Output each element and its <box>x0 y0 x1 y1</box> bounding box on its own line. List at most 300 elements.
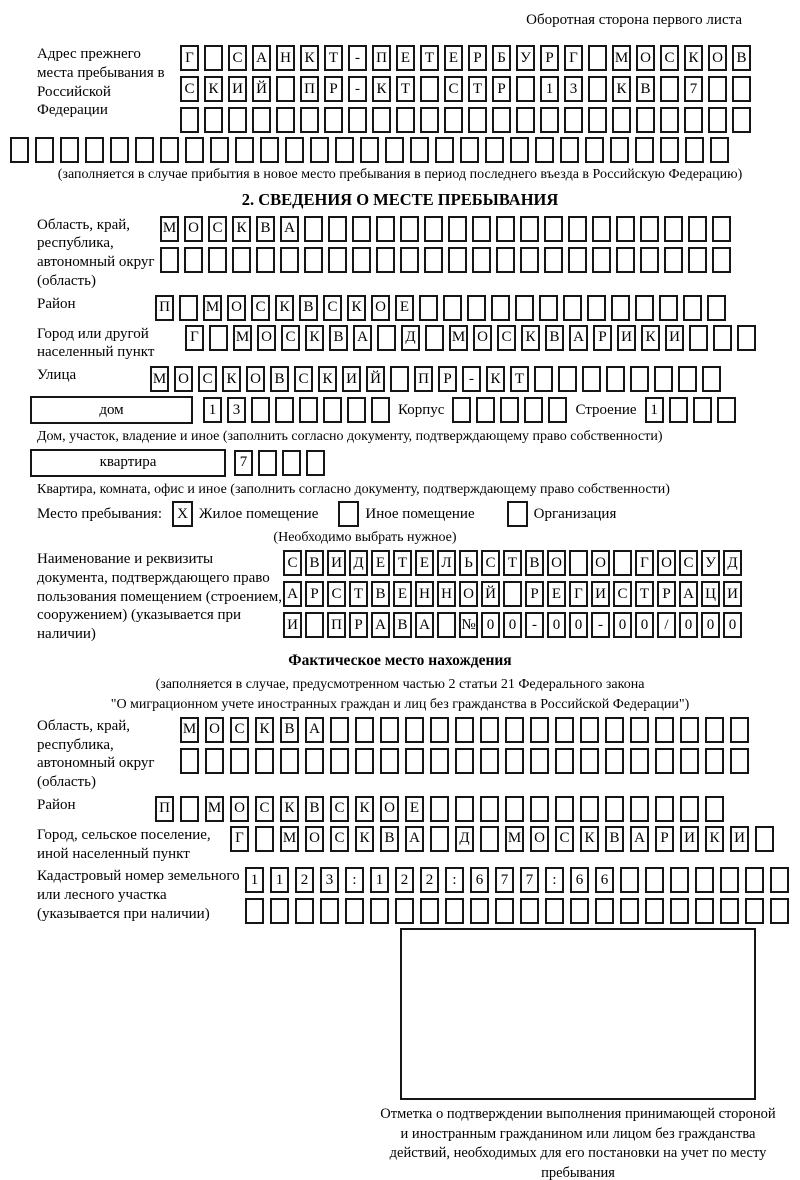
char-box[interactable]: Е <box>547 581 566 607</box>
char-box[interactable]: М <box>150 366 169 392</box>
char-box[interactable]: А <box>569 325 588 351</box>
char-box[interactable] <box>179 295 198 321</box>
char-box[interactable] <box>695 867 714 893</box>
char-box[interactable]: 0 <box>723 612 742 638</box>
char-box[interactable]: К <box>521 325 540 351</box>
char-box[interactable] <box>516 107 535 133</box>
char-box[interactable] <box>610 137 629 163</box>
char-box[interactable] <box>660 137 679 163</box>
char-box[interactable]: 0 <box>481 612 500 638</box>
char-box[interactable] <box>544 247 563 273</box>
char-box[interactable]: О <box>473 325 492 351</box>
char-box[interactable] <box>755 826 774 852</box>
char-box[interactable]: Т <box>396 76 415 102</box>
char-box[interactable] <box>605 717 624 743</box>
char-box[interactable] <box>680 748 699 774</box>
char-box[interactable] <box>390 366 409 392</box>
char-box[interactable] <box>539 295 558 321</box>
char-box[interactable] <box>491 295 510 321</box>
char-box[interactable] <box>520 898 539 924</box>
char-box[interactable] <box>770 867 789 893</box>
char-box[interactable] <box>400 216 419 242</box>
char-box[interactable] <box>276 76 295 102</box>
char-box[interactable]: 2 <box>395 867 414 893</box>
char-box[interactable] <box>520 247 539 273</box>
char-box[interactable] <box>255 748 274 774</box>
char-box[interactable] <box>323 397 342 423</box>
char-box[interactable] <box>612 107 631 133</box>
char-box[interactable] <box>135 137 154 163</box>
char-box[interactable] <box>280 748 299 774</box>
char-box[interactable]: Р <box>657 581 676 607</box>
char-box[interactable] <box>669 397 688 423</box>
char-box[interactable]: Б <box>492 45 511 71</box>
char-box[interactable]: В <box>545 325 564 351</box>
char-box[interactable] <box>360 137 379 163</box>
char-box[interactable]: Г <box>230 826 249 852</box>
char-box[interactable]: А <box>305 717 324 743</box>
char-box[interactable] <box>485 137 504 163</box>
char-box[interactable] <box>376 247 395 273</box>
char-box[interactable] <box>276 107 295 133</box>
char-box[interactable] <box>204 45 223 71</box>
char-box[interactable]: 0 <box>635 612 654 638</box>
char-box[interactable]: О <box>530 826 549 852</box>
char-box[interactable] <box>564 107 583 133</box>
char-box[interactable]: 2 <box>295 867 314 893</box>
char-box[interactable] <box>654 366 673 392</box>
char-box[interactable]: П <box>372 45 391 71</box>
char-box[interactable] <box>568 216 587 242</box>
char-box[interactable]: Р <box>468 45 487 71</box>
char-box[interactable]: О <box>205 717 224 743</box>
char-box[interactable] <box>555 717 574 743</box>
char-box[interactable] <box>85 137 104 163</box>
char-box[interactable]: 6 <box>595 867 614 893</box>
char-box[interactable]: С <box>481 550 500 576</box>
char-box[interactable] <box>455 748 474 774</box>
char-box[interactable] <box>683 295 702 321</box>
char-box[interactable]: В <box>605 826 624 852</box>
char-box[interactable] <box>460 137 479 163</box>
char-box[interactable] <box>352 247 371 273</box>
char-box[interactable]: И <box>617 325 636 351</box>
char-box[interactable] <box>496 216 515 242</box>
char-box[interactable] <box>655 748 674 774</box>
char-box[interactable] <box>712 247 731 273</box>
char-box[interactable]: 7 <box>520 867 539 893</box>
char-box[interactable]: Р <box>492 76 511 102</box>
char-box[interactable]: Е <box>395 295 414 321</box>
char-box[interactable] <box>60 137 79 163</box>
char-box[interactable] <box>510 137 529 163</box>
char-box[interactable]: 7 <box>684 76 703 102</box>
char-box[interactable] <box>730 717 749 743</box>
char-box[interactable] <box>304 216 323 242</box>
char-box[interactable] <box>480 826 499 852</box>
char-box[interactable]: М <box>280 826 299 852</box>
char-box[interactable] <box>455 717 474 743</box>
char-box[interactable]: / <box>657 612 676 638</box>
char-box[interactable] <box>400 247 419 273</box>
char-box[interactable] <box>535 137 554 163</box>
char-box[interactable] <box>437 612 456 638</box>
char-box[interactable]: В <box>305 550 324 576</box>
char-box[interactable]: Й <box>366 366 385 392</box>
char-box[interactable] <box>630 796 649 822</box>
char-box[interactable] <box>620 898 639 924</box>
char-box[interactable] <box>630 366 649 392</box>
char-box[interactable] <box>534 366 553 392</box>
char-box[interactable]: С <box>180 76 199 102</box>
char-box[interactable]: С <box>208 216 227 242</box>
char-box[interactable] <box>693 397 712 423</box>
char-box[interactable]: С <box>330 796 349 822</box>
char-box[interactable] <box>448 216 467 242</box>
char-box[interactable]: К <box>684 45 703 71</box>
char-box[interactable]: О <box>459 581 478 607</box>
char-box[interactable] <box>685 137 704 163</box>
char-box[interactable] <box>592 216 611 242</box>
char-box[interactable] <box>435 137 454 163</box>
char-box[interactable] <box>443 295 462 321</box>
char-box[interactable] <box>580 717 599 743</box>
char-box[interactable]: В <box>732 45 751 71</box>
char-box[interactable] <box>548 397 567 423</box>
char-box[interactable] <box>580 796 599 822</box>
char-box[interactable] <box>304 247 323 273</box>
char-box[interactable]: Р <box>540 45 559 71</box>
char-box[interactable]: О <box>657 550 676 576</box>
char-box[interactable]: К <box>486 366 505 392</box>
char-box[interactable]: : <box>545 867 564 893</box>
char-box[interactable] <box>305 748 324 774</box>
char-box[interactable]: К <box>641 325 660 351</box>
char-box[interactable] <box>544 216 563 242</box>
char-box[interactable]: О <box>636 45 655 71</box>
char-box[interactable] <box>328 247 347 273</box>
char-box[interactable]: 7 <box>234 450 253 476</box>
char-box[interactable]: С <box>555 826 574 852</box>
char-box[interactable]: Р <box>349 612 368 638</box>
char-box[interactable]: А <box>415 612 434 638</box>
char-box[interactable] <box>732 76 751 102</box>
char-box[interactable]: С <box>679 550 698 576</box>
char-box[interactable] <box>468 107 487 133</box>
char-box[interactable] <box>605 748 624 774</box>
char-box[interactable] <box>419 295 438 321</box>
char-box[interactable]: Р <box>438 366 457 392</box>
char-box[interactable] <box>424 216 443 242</box>
char-box[interactable] <box>230 748 249 774</box>
char-box[interactable]: О <box>174 366 193 392</box>
char-box[interactable] <box>275 397 294 423</box>
char-box[interactable]: 2 <box>420 867 439 893</box>
char-box[interactable] <box>678 366 697 392</box>
char-box[interactable] <box>204 107 223 133</box>
char-box[interactable] <box>376 216 395 242</box>
checkbox-organization[interactable] <box>507 501 528 527</box>
char-box[interactable] <box>310 137 329 163</box>
char-box[interactable] <box>452 397 471 423</box>
char-box[interactable]: П <box>414 366 433 392</box>
char-box[interactable]: 3 <box>227 397 246 423</box>
char-box[interactable]: У <box>516 45 535 71</box>
char-box[interactable]: С <box>327 581 346 607</box>
char-box[interactable] <box>328 216 347 242</box>
char-box[interactable]: А <box>679 581 698 607</box>
checkbox-residential[interactable]: X <box>172 501 193 527</box>
char-box[interactable]: О <box>227 295 246 321</box>
char-box[interactable] <box>420 107 439 133</box>
char-box[interactable]: 0 <box>569 612 588 638</box>
char-box[interactable]: Т <box>420 45 439 71</box>
char-box[interactable] <box>684 107 703 133</box>
char-box[interactable] <box>659 295 678 321</box>
char-box[interactable] <box>712 216 731 242</box>
char-box[interactable]: П <box>300 76 319 102</box>
char-box[interactable]: К <box>300 45 319 71</box>
char-box[interactable]: Г <box>180 45 199 71</box>
char-box[interactable]: Ь <box>459 550 478 576</box>
char-box[interactable]: Л <box>437 550 456 576</box>
char-box[interactable]: К <box>355 826 374 852</box>
char-box[interactable]: 0 <box>547 612 566 638</box>
char-box[interactable]: А <box>371 612 390 638</box>
char-box[interactable] <box>640 247 659 273</box>
char-box[interactable] <box>605 796 624 822</box>
char-box[interactable] <box>245 898 264 924</box>
char-box[interactable] <box>430 748 449 774</box>
char-box[interactable]: К <box>580 826 599 852</box>
char-box[interactable]: Г <box>185 325 204 351</box>
char-box[interactable] <box>655 796 674 822</box>
char-box[interactable] <box>515 295 534 321</box>
char-box[interactable]: И <box>723 581 742 607</box>
char-box[interactable]: С <box>228 45 247 71</box>
char-box[interactable]: И <box>327 550 346 576</box>
char-box[interactable] <box>745 898 764 924</box>
char-box[interactable]: Р <box>593 325 612 351</box>
char-box[interactable] <box>660 107 679 133</box>
char-box[interactable] <box>285 137 304 163</box>
char-box[interactable]: К <box>204 76 223 102</box>
char-box[interactable] <box>705 748 724 774</box>
char-box[interactable]: - <box>525 612 544 638</box>
char-box[interactable] <box>228 107 247 133</box>
char-box[interactable]: Н <box>415 581 434 607</box>
char-box[interactable]: С <box>444 76 463 102</box>
char-box[interactable]: Г <box>635 550 654 576</box>
char-box[interactable]: М <box>205 796 224 822</box>
char-box[interactable] <box>645 898 664 924</box>
char-box[interactable]: 0 <box>503 612 522 638</box>
char-box[interactable] <box>425 325 444 351</box>
char-box[interactable]: Г <box>564 45 583 71</box>
char-box[interactable] <box>713 325 732 351</box>
char-box[interactable] <box>355 748 374 774</box>
char-box[interactable]: О <box>184 216 203 242</box>
char-box[interactable] <box>705 717 724 743</box>
char-box[interactable] <box>444 107 463 133</box>
char-box[interactable]: О <box>708 45 727 71</box>
char-box[interactable] <box>420 76 439 102</box>
char-box[interactable] <box>160 247 179 273</box>
char-box[interactable] <box>370 898 389 924</box>
char-box[interactable] <box>540 107 559 133</box>
char-box[interactable]: К <box>280 796 299 822</box>
char-box[interactable] <box>330 748 349 774</box>
char-box[interactable]: И <box>730 826 749 852</box>
char-box[interactable]: 1 <box>370 867 389 893</box>
char-box[interactable]: Е <box>444 45 463 71</box>
char-box[interactable] <box>664 216 683 242</box>
char-box[interactable] <box>405 717 424 743</box>
char-box[interactable] <box>255 826 274 852</box>
char-box[interactable]: П <box>155 796 174 822</box>
char-box[interactable] <box>503 581 522 607</box>
char-box[interactable]: Т <box>503 550 522 576</box>
char-box[interactable] <box>280 247 299 273</box>
char-box[interactable]: Т <box>468 76 487 102</box>
char-box[interactable]: К <box>705 826 724 852</box>
char-box[interactable] <box>396 107 415 133</box>
char-box[interactable] <box>708 107 727 133</box>
char-box[interactable] <box>306 450 325 476</box>
char-box[interactable]: Е <box>371 550 390 576</box>
char-box[interactable]: А <box>283 581 302 607</box>
char-box[interactable] <box>635 137 654 163</box>
char-box[interactable]: С <box>255 796 274 822</box>
char-box[interactable] <box>209 325 228 351</box>
char-box[interactable] <box>455 796 474 822</box>
char-box[interactable]: С <box>230 717 249 743</box>
char-box[interactable] <box>256 247 275 273</box>
char-box[interactable] <box>210 137 229 163</box>
char-box[interactable] <box>655 717 674 743</box>
char-box[interactable]: К <box>222 366 241 392</box>
char-box[interactable]: В <box>329 325 348 351</box>
char-box[interactable] <box>707 295 726 321</box>
char-box[interactable] <box>295 898 314 924</box>
char-box[interactable] <box>208 247 227 273</box>
char-box[interactable]: В <box>393 612 412 638</box>
char-box[interactable]: 0 <box>679 612 698 638</box>
char-box[interactable]: - <box>462 366 481 392</box>
char-box[interactable]: Т <box>510 366 529 392</box>
char-box[interactable] <box>282 450 301 476</box>
char-box[interactable]: С <box>330 826 349 852</box>
char-box[interactable] <box>184 247 203 273</box>
char-box[interactable]: В <box>305 796 324 822</box>
char-box[interactable] <box>430 796 449 822</box>
char-box[interactable] <box>345 898 364 924</box>
char-box[interactable] <box>680 796 699 822</box>
char-box[interactable] <box>580 748 599 774</box>
char-box[interactable]: С <box>660 45 679 71</box>
char-box[interactable] <box>205 748 224 774</box>
char-box[interactable]: С <box>497 325 516 351</box>
char-box[interactable] <box>695 898 714 924</box>
char-box[interactable]: К <box>318 366 337 392</box>
char-box[interactable] <box>355 717 374 743</box>
char-box[interactable]: Ц <box>701 581 720 607</box>
char-box[interactable]: Г <box>569 581 588 607</box>
char-box[interactable] <box>500 397 519 423</box>
char-box[interactable] <box>300 107 319 133</box>
char-box[interactable]: А <box>280 216 299 242</box>
char-box[interactable] <box>770 898 789 924</box>
char-box[interactable] <box>730 748 749 774</box>
char-box[interactable] <box>299 397 318 423</box>
char-box[interactable] <box>530 796 549 822</box>
char-box[interactable]: С <box>323 295 342 321</box>
char-box[interactable] <box>480 748 499 774</box>
char-box[interactable]: 0 <box>701 612 720 638</box>
char-box[interactable] <box>180 796 199 822</box>
char-box[interactable]: 7 <box>495 867 514 893</box>
char-box[interactable] <box>424 247 443 273</box>
char-box[interactable] <box>585 137 604 163</box>
char-box[interactable] <box>702 366 721 392</box>
char-box[interactable]: И <box>665 325 684 351</box>
char-box[interactable] <box>495 898 514 924</box>
char-box[interactable]: С <box>198 366 217 392</box>
char-box[interactable]: Е <box>396 45 415 71</box>
char-box[interactable]: А <box>353 325 372 351</box>
char-box[interactable] <box>496 247 515 273</box>
char-box[interactable]: А <box>630 826 649 852</box>
char-box[interactable]: Т <box>349 581 368 607</box>
char-box[interactable]: 1 <box>270 867 289 893</box>
char-box[interactable] <box>258 450 277 476</box>
char-box[interactable] <box>260 137 279 163</box>
char-box[interactable]: О <box>230 796 249 822</box>
char-box[interactable] <box>371 397 390 423</box>
char-box[interactable]: Д <box>455 826 474 852</box>
char-box[interactable]: - <box>591 612 610 638</box>
char-box[interactable]: И <box>591 581 610 607</box>
char-box[interactable]: О <box>257 325 276 351</box>
char-box[interactable] <box>710 137 729 163</box>
char-box[interactable] <box>688 247 707 273</box>
char-box[interactable]: - <box>348 76 367 102</box>
char-box[interactable] <box>592 247 611 273</box>
char-box[interactable]: О <box>305 826 324 852</box>
char-box[interactable] <box>380 748 399 774</box>
char-box[interactable] <box>110 137 129 163</box>
char-box[interactable] <box>616 216 635 242</box>
char-box[interactable] <box>472 247 491 273</box>
char-box[interactable]: 6 <box>470 867 489 893</box>
char-box[interactable]: И <box>228 76 247 102</box>
char-box[interactable]: М <box>612 45 631 71</box>
char-box[interactable]: К <box>305 325 324 351</box>
char-box[interactable] <box>569 550 588 576</box>
char-box[interactable]: С <box>281 325 300 351</box>
char-box[interactable] <box>380 717 399 743</box>
char-box[interactable]: К <box>372 76 391 102</box>
char-box[interactable] <box>530 748 549 774</box>
char-box[interactable] <box>708 76 727 102</box>
char-box[interactable]: Й <box>481 581 500 607</box>
char-box[interactable] <box>324 107 343 133</box>
char-box[interactable]: М <box>203 295 222 321</box>
char-box[interactable] <box>270 898 289 924</box>
char-box[interactable] <box>472 216 491 242</box>
char-box[interactable]: 1 <box>540 76 559 102</box>
char-box[interactable] <box>516 76 535 102</box>
